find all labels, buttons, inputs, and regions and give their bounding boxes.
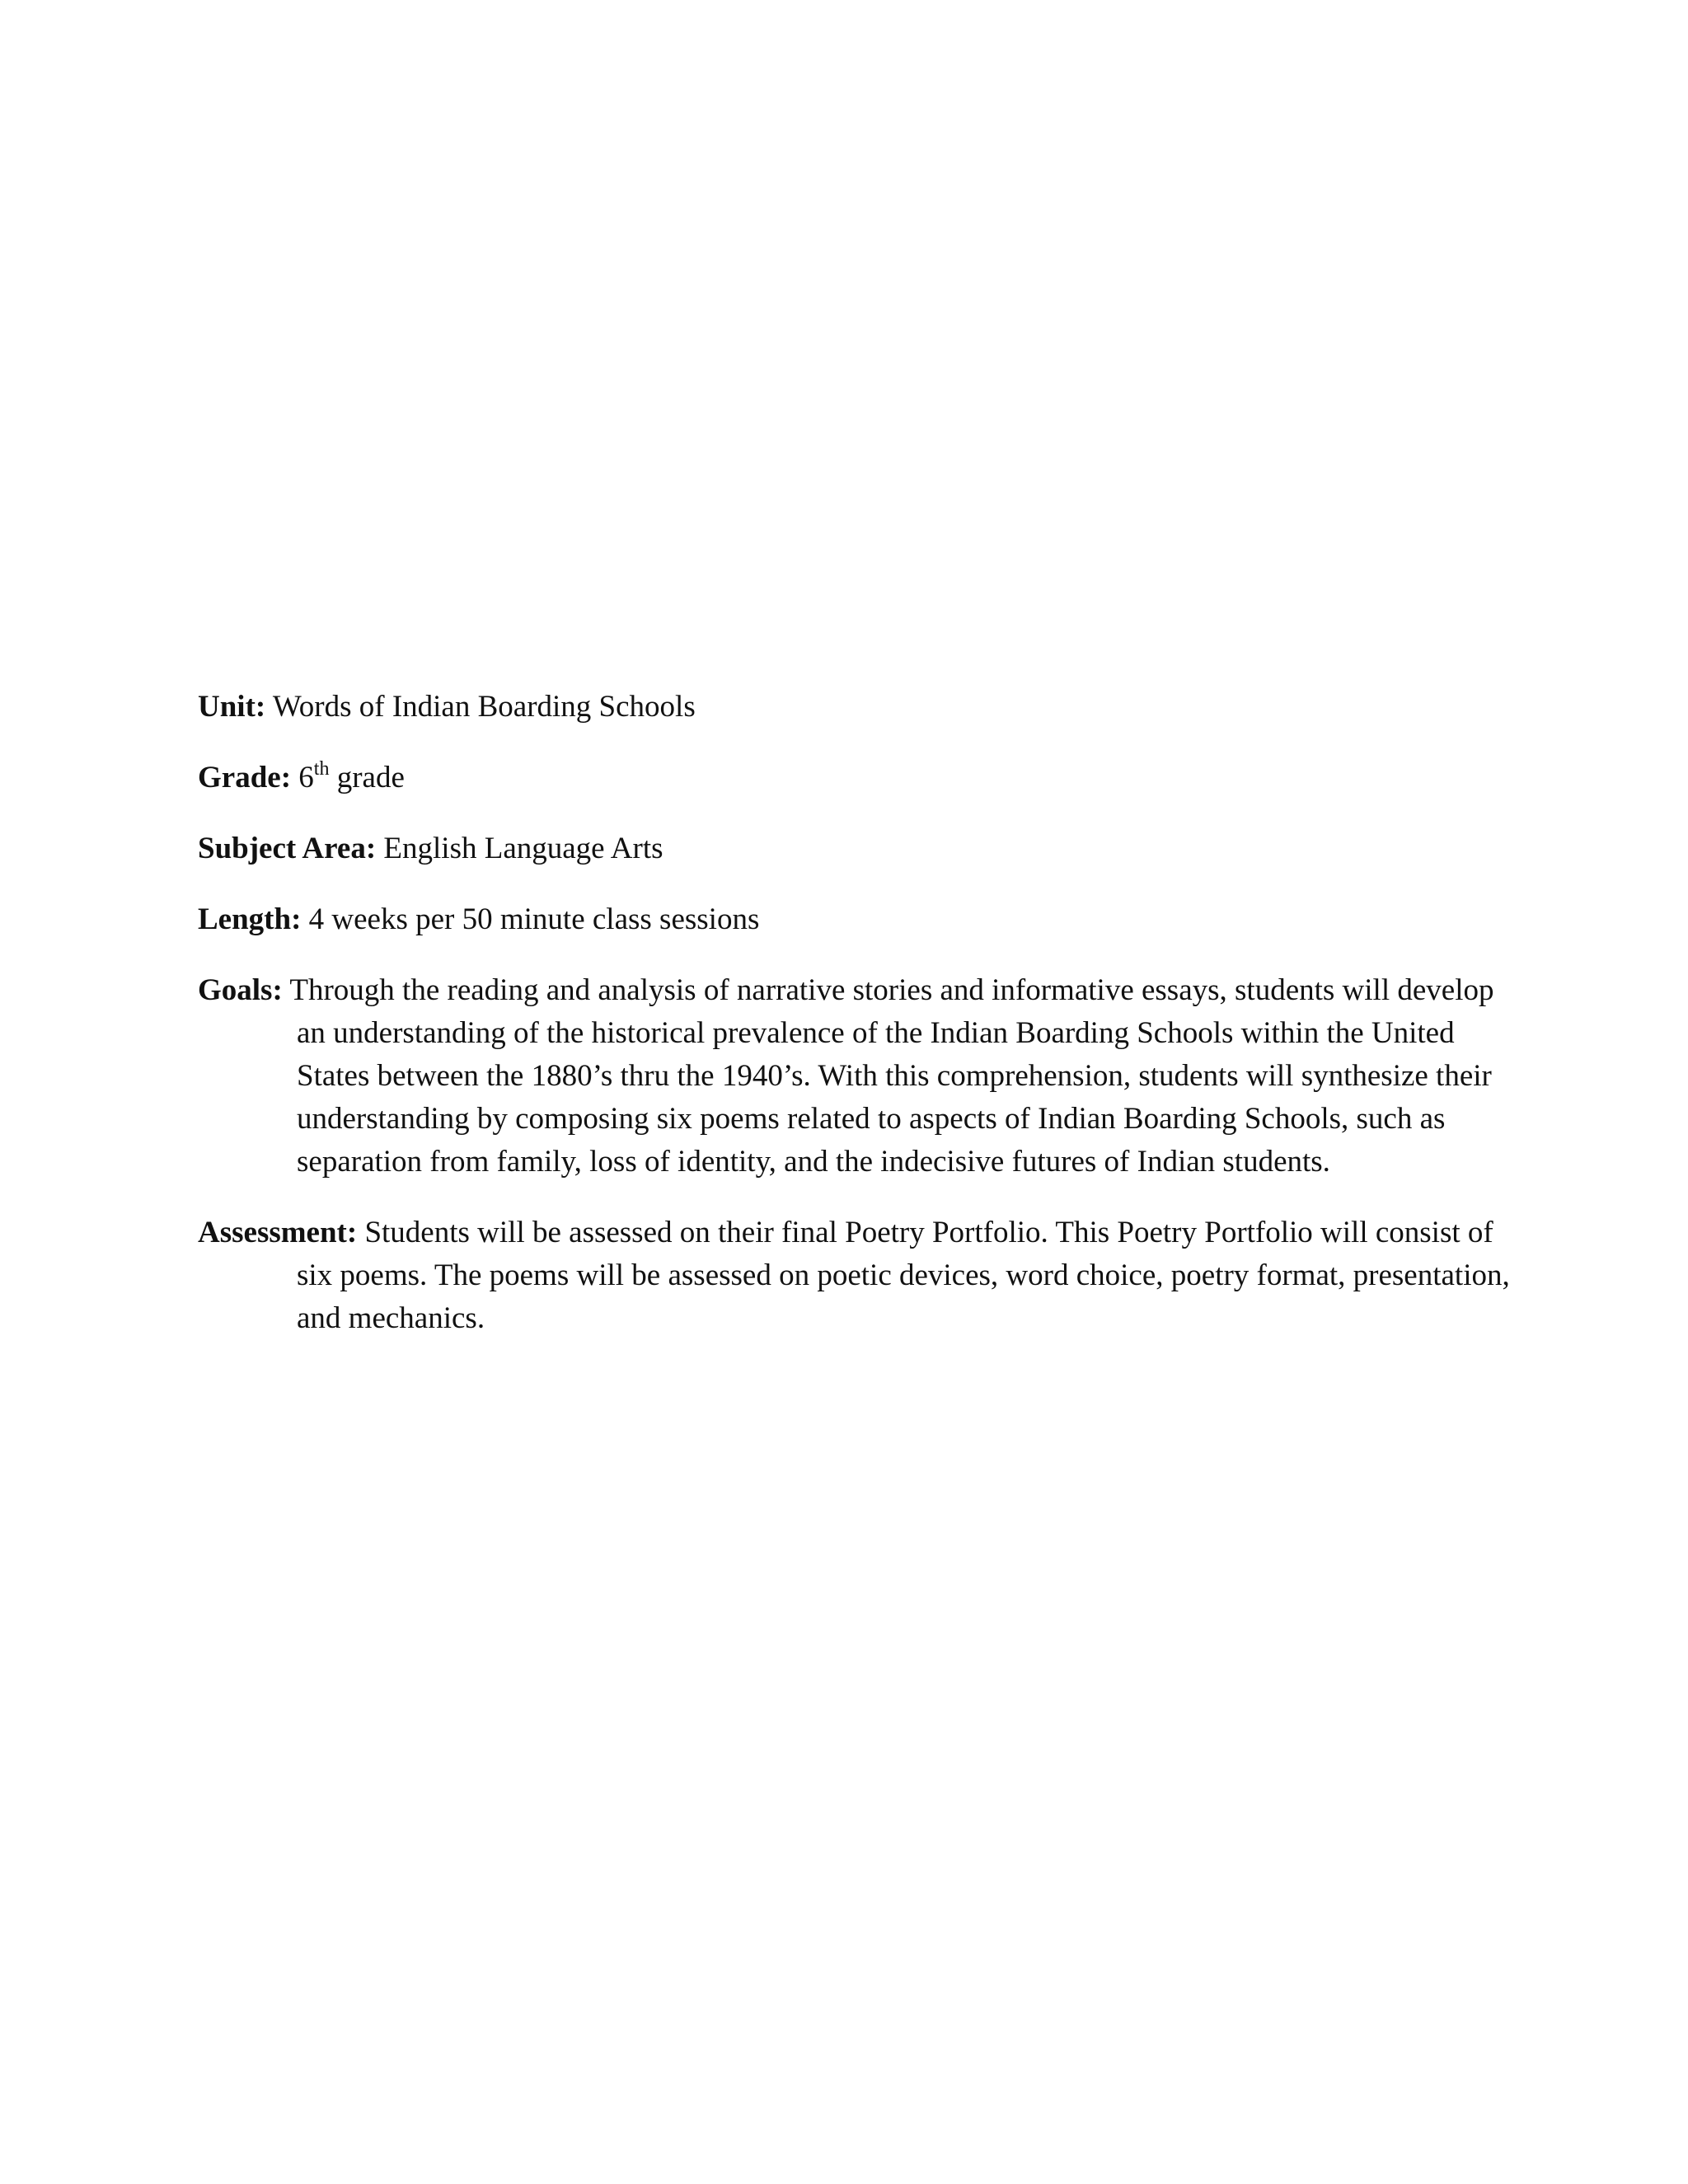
goals-value: Through the reading and analysis of narrative stories and informative essays, students will develop an understanding of the historical prevalence of the Indian Boarding Schools within the United States between the 1880’s thru the 1940’s. With this comprehension, students will synthesize their understanding by composing six poems related to aspects of Indian Boarding Schools, such as separation from family, loss of identity, and the indecisive futures of Indian students. bbox=[289, 973, 1494, 1179]
subject-area-value: English Language Arts bbox=[383, 832, 663, 865]
assessment-value: Students will be assessed on their final Poetry Portfolio. This Poetry Portfolio will consist of six poems. The poems will be assessed on poetic devices, word choice, poetry format, presentation, and mechanics. bbox=[297, 1216, 1510, 1335]
length-label: Length: bbox=[198, 902, 302, 936]
grade-label: Grade: bbox=[198, 761, 292, 794]
unit-field bbox=[198, 686, 1517, 729]
unit-value: Words of Indian Boarding Schools bbox=[272, 690, 696, 724]
assessment-label: Assessment: bbox=[198, 1216, 358, 1249]
grade-ordinal-suffix: th bbox=[313, 757, 330, 780]
length-value: 4 weeks per 50 minute class sessions bbox=[308, 902, 760, 936]
grade-text: grade bbox=[336, 761, 405, 794]
grade-number: 6 bbox=[298, 761, 314, 794]
goals-field bbox=[198, 969, 1517, 1183]
unit-plan-summary bbox=[198, 686, 1517, 1368]
subject-area-field bbox=[198, 827, 1517, 870]
grade-field bbox=[198, 757, 1517, 799]
assessment-field bbox=[198, 1212, 1517, 1340]
subject-area-label: Subject Area: bbox=[198, 832, 377, 865]
length-field bbox=[198, 898, 1517, 941]
goals-label: Goals: bbox=[198, 973, 283, 1007]
unit-label: Unit: bbox=[198, 690, 266, 724]
